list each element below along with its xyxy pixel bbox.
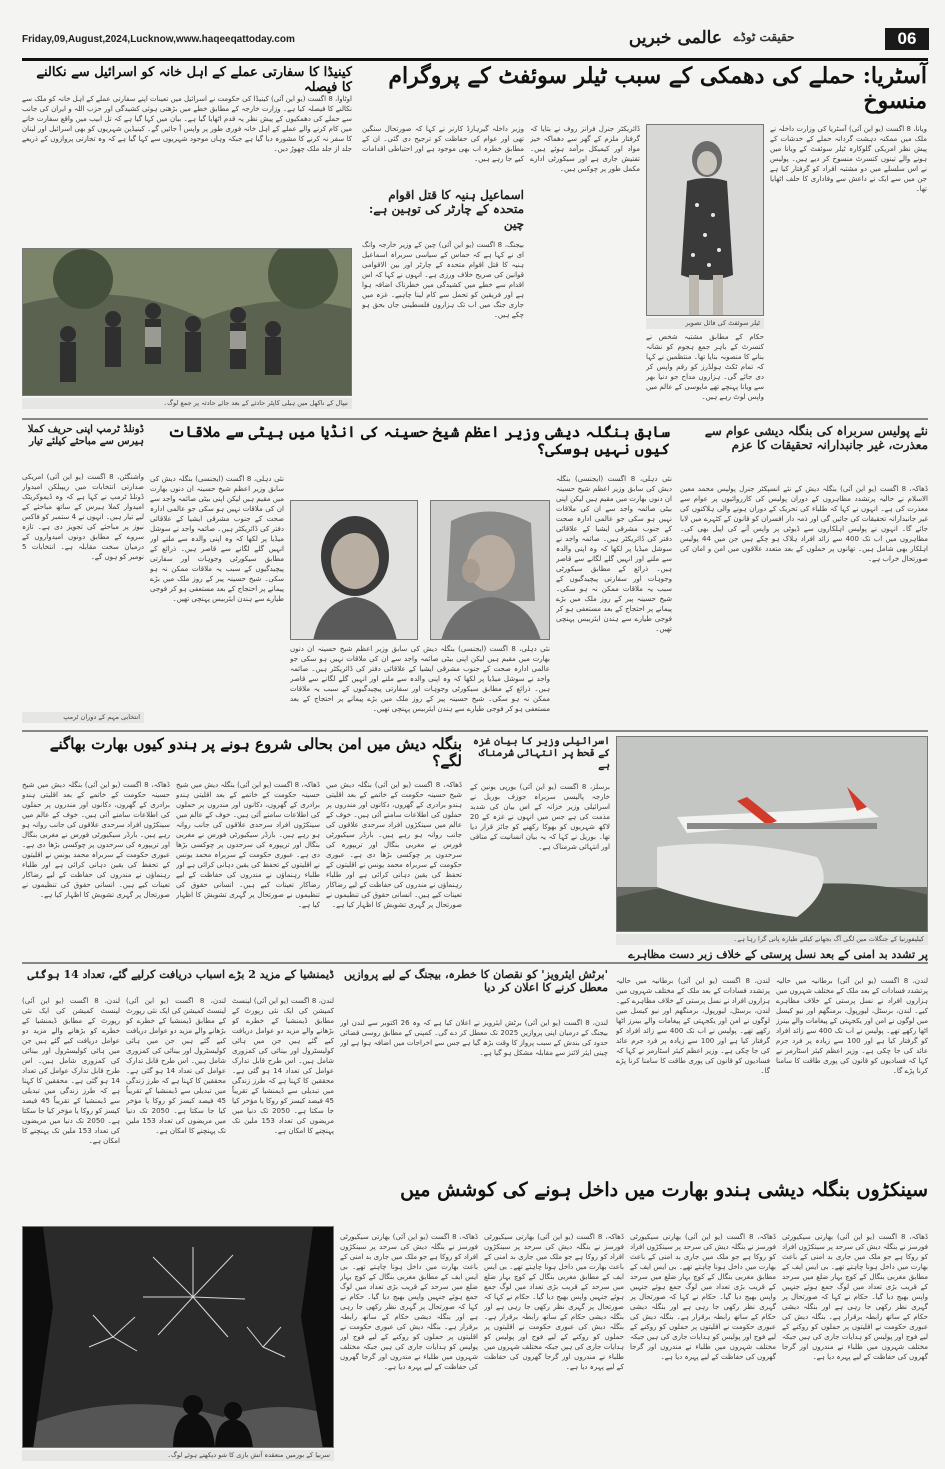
swift-body-col2: حکام کے مطابق مشتبہ شخص نے کنسرٹ کے باہر جمع ہجوم کو نشانہ بنانے کا منصوبہ بنایا تھا۔ منتظمین نے کہا کہ تمام ٹکٹ ہولڈرز کو رقم واپس کر دی جائے گی۔ ہزاروں مداح جو دنیا بھر سے ویانا پہنچے تھے مایوسی کے عالم میں واپس لوٹ رہے ہیں۔ [646,333,764,401]
gaza-photo-caption: کیلیفورنیا کے جنگلات میں لگی آگ بجھانے کیلئے طیارہ پانی گرا رہا ہے۔ [616,934,928,945]
border-headline: سینکڑوں بنگلہ دیشی ہندو بھارت میں داخل ہونے کی کوشش میں [400,1179,928,1201]
uk-body-col1: لندن، 8 اگست (یو این آئی) برطانیہ میں حالیہ پرتشدد فسادات کے بعد ملک کے مختلف شہروں میں ہزاروں افراد نے نسل پرستی کے خلاف مظاہرے کیے۔ لندن، برسٹل، لیورپول، برمنگھم اور نیو کیسل میں لوگوں نے امن اور یکجہتی کے پیغامات والے بینرز اٹھا رکھے تھے۔ پولیس نے اب تک 400 سے زائد افراد کو گرفتار کیا ہے اور 100 سے زیادہ پر فرد جرم عائد کی جا چکی ہے۔ وزیر اعظم کیئر اسٹارمر نے کہا کہ فسادیوں کو قانون کی پوری طاقت کا سامنا کرنا پڑے گا۔ [776,977,928,1075]
hindus-body-col3: ڈھاکہ، 8 اگست (یو این آئی) بنگلہ دیش میں شیخ حسینہ حکومت کے خاتمے کے بعد اقلیتی ہندو برادری کے گھروں، دکانوں اور مندروں پر حملوں کی اطلاعات سامنے آئی ہیں۔ خوف کے عالم میں سینکڑوں افراد سرحدی علاقوں کی جانب روانہ ہو رہے ہیں۔ بارڈر سیکیورٹی فورس نے مغربی بنگال اور تریپورہ کی سرحدوں پر چوکسی بڑھا دی ہے۔ عبوری حکومت کے سربراہ محمد یونس نے اقلیتوں کے تحفظ کی یقین دہانی کرائی ہے اور طلباء رہنماؤں نے مندروں کی حفاظت کے لیے رضاکار تعینات کیے ہیں۔ انسانی حقوق کی تنظیموں نے صورتحال پر گہری تشویش کا اظہار کیا ہے۔ [22,781,170,899]
trump-caption: انتخابی مہم کے دوران ٹرمپ [22,712,144,723]
police-body: ڈھاکہ، 8 اگست (یو این آئی) بنگلہ دیش کے نئے انسپکٹر جنرل پولیس محمد معین الاسلام نے حالیہ پرتشدد مظاہروں کے دوران پولیس کی کارروائیوں پر عوام سے معذرت کی ہے۔ انہوں نے کہا کہ طلباء کی تحریک کے دوران ہونے والی ہلاکتوں کی غیر جانبدارانہ تحقیقات کی جائیں گی اور ذمہ دار افسران کو قانون کے کٹہرے میں لایا جائے گا۔ انہوں نے پولیس اہلکاروں سے ڈیوٹی پر واپس آنے کی اپیل بھی کی۔ مظاہروں میں اب تک 400 سے زائد افراد ہلاک ہو چکے ہیں جن میں 44 پولیس اہلکار بھی شامل ہیں۔ تھانوں پر حملوں کے بعد متعدد علاقوں میں امن و امان کی صورتحال خراب ہے۔ [680,485,928,563]
border-body-col4: ڈھاکہ، 8 اگست (یو این آئی) بھارتی سیکیورٹی فورسز نے بنگلہ دیش کی سرحد پر سینکڑوں افراد کو روکا ہے جو ملک میں جاری بد امنی کے باعث بھارت میں داخل ہونا چاہتے تھے۔ بی ایس ایف کے مطابق مغربی بنگال کے کوچ بہار ضلع میں سرحد کے قریب بڑی تعداد میں لوگ جمع ہوئے جنہیں واپس بھیج دیا گیا۔ حکام نے کہا کہ صورتحال پر گہری نظر رکھی جا رہی ہے اور بنگلہ دیشی حکام کے ساتھ رابطہ برقرار ہے۔ بنگلہ دیش کی عبوری حکومت نے اقلیتوں پر حملوں کو روکنے کے لیے فوج اور پولیس کو ہدایات جاری کی ہیں جبکہ مختلف شہروں میں طلباء نے مندروں اور گرجا گھروں کی حفاظت کے لیے پہرہ دیا ہے۔ [340,1233,478,1371]
section-title: عالمی خبریں [628,28,722,48]
woman-waving-image [431,501,550,640]
saima-wazed-photo [290,500,418,640]
gaza-headline: اسرائیلی وزیر کا بیان غزہ کے قحط پر انتہائی شرمناک ہے [473,736,610,771]
airways-headline: 'برٹش ایئرویز' کو نقصان کا خطرہ، بیجنگ کے لیے پروازیں معطل کرنے کا اعلان کر دیا [343,968,608,995]
page-number: 06 [885,28,929,50]
dementia-body-col3: لندن، 8 اگست (یو این آئی) لینسٹ کمیشن کی ایک نئی رپورٹ کے مطابق ڈیمنشیا کے خطرے کو بڑھانے والے مزید دو عوامل دریافت کیے گئے ہیں جن میں ہائی کولیسٹرول اور بینائی کی کمزوری شامل ہیں۔ اس طرح قابل تدارک عوامل کی تعداد 14 ہو گئی ہے۔ محققین کا کہنا ہے کہ طرز زندگی میں تبدیلی سے ڈیمنشیا کے تقریباً 45 فیصد کیسز کو روکا یا مؤخر کیا جا سکتا ہے۔ 2050 تک دنیا میں مریضوں کی تعداد 153 ملین تک پہنچنے کا امکان ہے۔ [22,997,120,1145]
canada-headline: کینیڈا کا سفارتی عملے کے اہل خانہ کو اسرائیل سے نکالنے کا فیصلہ [36,65,352,95]
fireworks-image [23,1227,334,1448]
swift-body-col4: وزیر داخلہ گیرہارڈ کارنر نے کہا کہ صورتحال سنگین تھی اور عوام کی حفاظت کو ترجیح دی گئی۔ ان کے مطابق خطرہ اب بھی موجود ہے اور احتیاطی اقدامات کیے جا رہے ہیں۔ [362,125,524,163]
section-divider [22,730,928,732]
plane-water-drop-image [617,737,928,932]
masthead-logo: حقیقت ٹوڈے [733,30,795,44]
crowd-forest-image [23,249,352,396]
uk-body-col2: لندن، 8 اگست (یو این آئی) برطانیہ میں حالیہ پرتشدد فسادات کے بعد ملک کے مختلف شہروں میں ہزاروں افراد نے نسل پرستی کے خلاف مظاہرے کیے۔ لندن، برسٹل، لیورپول، برمنگھم اور نیو کیسل میں لوگوں نے امن اور یکجہتی کے پیغامات والے بینرز اٹھا رکھے تھے۔ پولیس نے اب تک 400 سے زائد افراد کو گرفتار کیا ہے اور 100 سے زیادہ پر فرد جرم عائد کی جا چکی ہے۔ وزیر اعظم کیئر اسٹارمر نے کہا کہ فسادیوں کو قانون کی پوری طاقت کا سامنا کرنا پڑے گا۔ [616,977,770,1075]
section-divider [22,418,928,420]
sheikh-hasina-photo [430,500,550,640]
trump-body: واشنگٹن، 8 اگست (یو این آئی) امریکی صدارتی انتخابات میں ریپبلکن امیدوار ڈونلڈ ٹرمپ نے کہا ہے کہ وہ ڈیموکریٹک امیدوار کملا ہیرس کے ساتھ مباحثے کے لیے تیار ہیں۔ انہوں نے 4 ستمبر کو فاکس نیوز پر مباحثے کی تجویز دی ہے۔ تازہ سروے کے مطابق دونوں امیدواروں کے درمیان سخت مقابلہ ہے۔ انتخابات 5 نومبر کو ہوں گے۔ [22,473,144,561]
hasina-body-side: نئی دہلی، 8 اگست (ایجنسی) بنگلہ دیش کی سابق وزیر اعظم شیخ حسینہ ان دنوں بھارت میں مقیم ہیں لیکن اپنی بیٹی صائمہ واجد سے ان کی ملاقات نہیں ہو سکی جو عالمی ادارہ صحت کے جنوب مشرقی ایشیا کے علاقائی دفتر کی ڈائریکٹر ہیں۔ صائمہ واجد نے سوشل میڈیا پر لکھا کہ وہ اپنی والدہ سے ملنے اور انہیں گلے لگانے سے قاصر ہیں۔ ذرائع کے مطابق سیکورٹی وجوہات اور سفارتی پیچیدگیوں کے سبب یہ ملاقات ممکن نہ ہو سکی۔ شیخ حسینہ پیر کے روز ملک میں بڑے پیمانے پر احتجاج کے بعد مستعفی ہو کر فوجی طیارے سے ہندن ایئربیس پہنچی تھیں۔ [556,475,672,633]
police-headline: نئے پولیس سربراہ کی بنگلہ دیشی عوام سے معذرت، غیر جانبدارانہ تحقیقات کا عزم [704,424,928,453]
border-body-col1: ڈھاکہ، 8 اگست (یو این آئی) بھارتی سیکیورٹی فورسز نے بنگلہ دیش کی سرحد پر سینکڑوں افراد کو روکا ہے جو ملک میں جاری بد امنی کے باعث بھارت میں داخل ہونا چاہتے تھے۔ بی ایس ایف کے مطابق مغربی بنگال کے کوچ بہار ضلع میں سرحد کے قریب بڑی تعداد میں لوگ جمع ہوئے جنہیں واپس بھیج دیا گیا۔ حکام نے کہا کہ صورتحال پر گہری نظر رکھی جا رہی ہے اور بنگلہ دیشی حکام کے ساتھ رابطہ برقرار ہے۔ بنگلہ دیش کی عبوری حکومت نے اقلیتوں پر حملوں کو روکنے کے لیے فوج اور پولیس کو ہدایات جاری کی ہیں جبکہ مختلف شہروں میں طلباء نے مندروں اور گرجا گھروں کی حفاظت کے لیے پہرہ دیا ہے۔ [782,1233,928,1361]
canada-body: اوٹاوا، 8 اگست (یو این آئی) کینیڈا کی حکومت نے اسرائیل میں تعینات اپنے سفارتی عملے کے اہل خانہ کو ملک سے نکالنے کا فیصلہ کیا ہے۔ وزارت خارجہ کے مطابق خطے میں بڑھتی ہوئی کشیدگی اور حزب اللہ و ایران کی جانب سے حملے کی دھمکیوں کے پیش نظر یہ قدم اٹھایا گیا ہے۔ بیان میں کہا گیا ہے کہ تل ابیب میں واقع سفارت خانے میں کام کرنے والے عملے کے اہل خانہ فوری طور پر واپس آ جائیں گے۔ کینیڈین شہریوں کو بھی اسرائیل اور لبنان کا سفر نہ کرنے کا مشورہ دیا گیا ہے جبکہ وہاں موجود شہریوں سے کہا گیا ہے کہ وہ تجارتی پروازوں کے ذریعے جلد از جلد ملک چھوڑ دیں۔ [22,95,352,153]
china-headline: اسماعیل ہنیہ کا قتل اقوام متحدہ کے چارٹر کی توہین ہے: چین [368,188,524,231]
china-body: بیجنگ، 8 اگست (یو این آئی) چین کے وزیر خارجہ وانگ ای نے کہا ہے کہ حماس کے سیاسی سربراہ اسماعیل ہنیہ کا قتل اقوام متحدہ کے چارٹر اور بین الاقوامی قوانین کی صریح خلاف ورزی ہے۔ انہوں نے کہا کہ اس اقدام سے خطے میں کشیدگی میں خطرناک اضافہ ہوا ہے اور فریقین کو تحمل سے کام لینا چاہیے۔ غزہ میں جاری جنگ میں اب تک ہزاروں فلسطینی جاں بحق ہو چکے ہیں۔ [362,241,524,319]
border-body-col2: ڈھاکہ، 8 اگست (یو این آئی) بھارتی سیکیورٹی فورسز نے بنگلہ دیش کی سرحد پر سینکڑوں افراد کو روکا ہے جو ملک میں جاری بد امنی کے باعث بھارت میں داخل ہونا چاہتے تھے۔ بی ایس ایف کے مطابق مغربی بنگال کے کوچ بہار ضلع میں سرحد کے قریب بڑی تعداد میں لوگ جمع ہوئے جنہیں واپس بھیج دیا گیا۔ حکام نے کہا کہ صورتحال پر گہری نظر رکھی جا رہی ہے اور بنگلہ دیشی حکام کے ساتھ رابطہ برقرار ہے۔ بنگلہ دیش کی عبوری حکومت نے اقلیتوں پر حملوں کو روکنے کے لیے فوج اور پولیس کو ہدایات جاری کی ہیں جبکہ مختلف شہروں میں طلباء نے مندروں اور گرجا گھروں کی حفاظت کے لیے پہرہ دیا ہے۔ [630,1233,776,1361]
airways-body: لندن، 8 اگست (یو این آئی) برٹش ایئرویز نے اعلان کیا ہے کہ وہ 26 اکتوبر سے لندن اور بیجنگ کے درمیان اپنی پروازیں 2025 تک معطل کر دے گی۔ کمپنی کے مطابق روسی فضائی حدود کی بندش کے سبب پرواز کا وقت بڑھ گیا ہے جس سے اخراجات میں اضافہ ہوا ہے اور چینی ایئر لائنز سے مقابلہ مشکل ہو گیا ہے۔ [340,1019,608,1057]
canada-photo-caption: نیپال کے ناکھل میں ہیلی کاپٹر حادثے کے بعد جائے حادثہ پر جمع لوگ۔ [22,398,352,409]
dateline: Friday,09,August,2024,Lucknow,www.haqeeqattoday.com [22,34,295,45]
trump-headline: ڈونلڈ ٹرمپ اپنی حریف کملا ہیرس سے مباحثے کیلئے تیار [27,424,144,447]
firefighting-plane-photo [616,736,928,932]
hindus-headline: بنگلہ دیش میں امن بحالی شروع ہونے پر ہندو کیوں بھارت بھاگنے لگے؟ [49,735,462,771]
dementia-body-col2: لندن، 8 اگست (یو این آئی) لینسٹ کمیشن کی ایک نئی رپورٹ کے مطابق ڈیمنشیا کے خطرے کو بڑھانے والے مزید دو عوامل دریافت کیے گئے ہیں جن میں ہائی کولیسٹرول اور بینائی کی کمزوری شامل ہیں۔ اس طرح قابل تدارک عوامل کی تعداد 14 ہو گئی ہے۔ محققین کا کہنا ہے کہ طرز زندگی میں تبدیلی سے ڈیمنشیا کے تقریباً 45 فیصد کیسز کو روکا یا مؤخر کیا جا سکتا ہے۔ 2050 تک دنیا میں مریضوں کی تعداد 153 ملین تک پہنچنے کا امکان ہے۔ [126,997,226,1135]
swift-body-col3: ڈائریکٹر جنرل فرانز روف نے بتایا کہ گرفتار ملزم کے گھر سے دھماکہ خیز مواد اور کیمیکل برآمد ہوئے ہیں۔ تفتیش جاری ہے اور سیکورٹی ادارے مکمل طور پر چوکس ہیں۔ [530,125,640,173]
hasina-body: نئی دہلی، 8 اگست (ایجنسی) بنگلہ دیش کی سابق وزیر اعظم شیخ حسینہ ان دنوں بھارت میں مقیم ہیں لیکن اپنی بیٹی صائمہ واجد سے ان کی ملاقات نہیں ہو سکی جو عالمی ادارہ صحت کے جنوب مشرقی ایشیا کے علاقائی دفتر کی ڈائریکٹر ہیں۔ صائمہ واجد نے سوشل میڈیا پر لکھا کہ وہ اپنی والدہ سے ملنے اور انہیں گلے لگانے سے قاصر ہیں۔ ذرائع کے مطابق سیکورٹی وجوہات اور سفارتی پیچیدگیوں کے سبب یہ ملاقات ممکن نہ ہو سکی۔ شیخ حسینہ پیر کے روز ملک میں بڑے پیمانے پر احتجاج کے بعد مستعفی ہو کر فوجی طیارے سے ہندن ایئربیس پہنچی تھیں۔ [290,645,550,713]
hindus-body-col2: ڈھاکہ، 8 اگست (یو این آئی) بنگلہ دیش میں شیخ حسینہ حکومت کے خاتمے کے بعد اقلیتی ہندو برادری کے گھروں، دکانوں اور مندروں پر حملوں کی اطلاعات سامنے آئی ہیں۔ خوف کے عالم میں سینکڑوں افراد سرحدی علاقوں کی جانب روانہ ہو رہے ہیں۔ بارڈر سیکیورٹی فورس نے مغربی بنگال اور تریپورہ کی سرحدوں پر چوکسی بڑھا دی ہے۔ عبوری حکومت کے سربراہ محمد یونس نے اقلیتوں کے تحفظ کی یقین دہانی کرائی ہے اور طلباء رہنماؤں نے مندروں کی حفاظت کے لیے رضاکار تعینات کیے ہیں۔ انسانی حقوق کی تنظیموں نے صورتحال پر گہری تشویش کا اظہار کیا ہے۔ [176,781,320,909]
page-header [0,0,945,62]
hasina-body-left: نئی دہلی، 8 اگست (ایجنسی) بنگلہ دیش کی سابق وزیر اعظم شیخ حسینہ ان دنوں بھارت میں مقیم ہیں لیکن اپنی بیٹی صائمہ واجد سے ان کی ملاقات نہیں ہو سکی جو عالمی ادارہ صحت کے جنوب مشرقی ایشیا کے علاقائی دفتر کی ڈائریکٹر ہیں۔ صائمہ واجد نے سوشل میڈیا پر لکھا کہ وہ اپنی والدہ سے ملنے اور انہیں گلے لگانے سے قاصر ہیں۔ ذرائع کے مطابق سیکورٹی وجوہات اور سفارتی پیچیدگیوں کے سبب یہ ملاقات ممکن نہ ہو سکی۔ شیخ حسینہ پیر کے روز ملک میں بڑے پیمانے پر احتجاج کے بعد مستعفی ہو کر فوجی طیارے سے ہندن ایئربیس پہنچی تھیں۔ [150,475,284,603]
dementia-headline: ڈیمنشیا کے مزید 2 بڑے اسباب دریافت کرلیے گئے، تعداد 14 ہوگئی [27,968,334,981]
hasina-headline: سابق بنگلہ دیشی وزیر اعظم شیخ حسینہ کی انڈیا میں بیٹی سے ملاقات کیوں نہیں ہوسکی؟ [167,423,670,459]
swift-headline: آسٹریا: حملے کی دھمکی کے سبب ٹیلر سوئفٹ کے پروگرام منسوخ [388,63,927,115]
border-body-col3: ڈھاکہ، 8 اگست (یو این آئی) بھارتی سیکیورٹی فورسز نے بنگلہ دیش کی سرحد پر سینکڑوں افراد کو روکا ہے جو ملک میں جاری بد امنی کے باعث بھارت میں داخل ہونا چاہتے تھے۔ بی ایس ایف کے مطابق مغربی بنگال کے کوچ بہار ضلع میں سرحد کے قریب بڑی تعداد میں لوگ جمع ہوئے جنہیں واپس بھیج دیا گیا۔ حکام نے کہا کہ صورتحال پر گہری نظر رکھی جا رہی ہے اور بنگلہ دیشی حکام کے ساتھ رابطہ برقرار ہے۔ بنگلہ دیش کی عبوری حکومت نے اقلیتوں پر حملوں کو روکنے کے لیے فوج اور پولیس کو ہدایات جاری کی ہیں جبکہ مختلف شہروں میں طلباء نے مندروں اور گرجا گھروں کی حفاظت کے لیے پہرہ دیا ہے۔ [484,1233,624,1371]
header-rule [22,58,928,61]
helicopter-crash-photo [22,248,352,396]
swift-photo-caption: ٹیلر سوئفٹ کی فائل تصویر [646,318,764,329]
dementia-body-col1: لندن، 8 اگست (یو این آئی) لینسٹ کمیشن کی ایک نئی رپورٹ کے مطابق ڈیمنشیا کے خطرے کو بڑھانے والے مزید دو عوامل دریافت کیے گئے ہیں جن میں ہائی کولیسٹرول اور بینائی کی کمزوری شامل ہیں۔ اس طرح قابل تدارک عوامل کی تعداد 14 ہو گئی ہے۔ محققین کا کہنا ہے کہ طرز زندگی میں تبدیلی سے ڈیمنشیا کے تقریباً 45 فیصد کیسز کو روکا یا مؤخر کیا جا سکتا ہے۔ 2050 تک دنیا میں مریضوں کی تعداد 153 ملین تک پہنچنے کا امکان ہے۔ [232,997,334,1135]
hindus-body-col1: ڈھاکہ، 8 اگست (یو این آئی) بنگلہ دیش میں شیخ حسینہ حکومت کے خاتمے کے بعد اقلیتی ہندو برادری کے گھروں، دکانوں اور مندروں پر حملوں کی اطلاعات سامنے آئی ہیں۔ خوف کے عالم میں سینکڑوں افراد سرحدی علاقوں کی جانب روانہ ہو رہے ہیں۔ بارڈر سیکیورٹی فورس نے مغربی بنگال اور تریپورہ کی سرحدوں پر چوکسی بڑھا دی ہے۔ عبوری حکومت کے سربراہ محمد یونس نے اقلیتوں کے تحفظ کی یقین دہانی کرائی ہے اور طلباء رہنماؤں نے مندروں کی حفاظت کے لیے رضاکار تعینات کیے ہیں۔ انسانی حقوق کی تنظیموں نے صورتحال پر گہری تشویش کا اظہار کیا ہے۔ [326,781,462,909]
woman-portrait-image [291,501,418,640]
fireworks-photo [22,1226,334,1448]
gaza-body: برسلز، 8 اگست (یو این آئی) یورپی یونین کے خارجہ پالیسی سربراہ جوزف بوریل نے اسرائیلی وزیر خزانہ کے اس بیان کی شدید مذمت کی ہے جس میں انہوں نے غزہ کے 20 لاکھ شہریوں کو بھوکا رکھنے کو جائز قرار دیا تھا۔ بوریل نے کہا کہ یہ بیان انسانیت کے منافی اور انتہائی شرمناک ہے۔ [470,783,610,851]
taylor-swift-photo [646,124,764,316]
fireworks-caption: سربیا کے بورمیں منعقدہ آتش بازی کا شو دیکھتے ہوئے لوگ۔ [22,1450,334,1461]
uk-headline: پر تشدد بد امنی کے بعد نسل پرستی کے خلاف زبر دست مظاہرے [628,948,928,961]
swift-body-col1: ویانا، 8 اگست (یو این آئی) آسٹریا کی وزارت داخلہ نے ملک میں ممکنہ دہشت گردانہ حملے کے خدشات کے پیش نظر امریکی گلوکارہ ٹیلر سوئفٹ کے ویانا میں ہونے والے تینوں کنسرٹ منسوخ کر دیے ہیں۔ پولیس نے اس سلسلے میں دو مشتبہ افراد کو گرفتار کیا ہے جن میں سے ایک نے داعش سے وفاداری کا حلف اٹھایا تھا۔ [770,125,927,193]
singer-image [647,125,764,316]
